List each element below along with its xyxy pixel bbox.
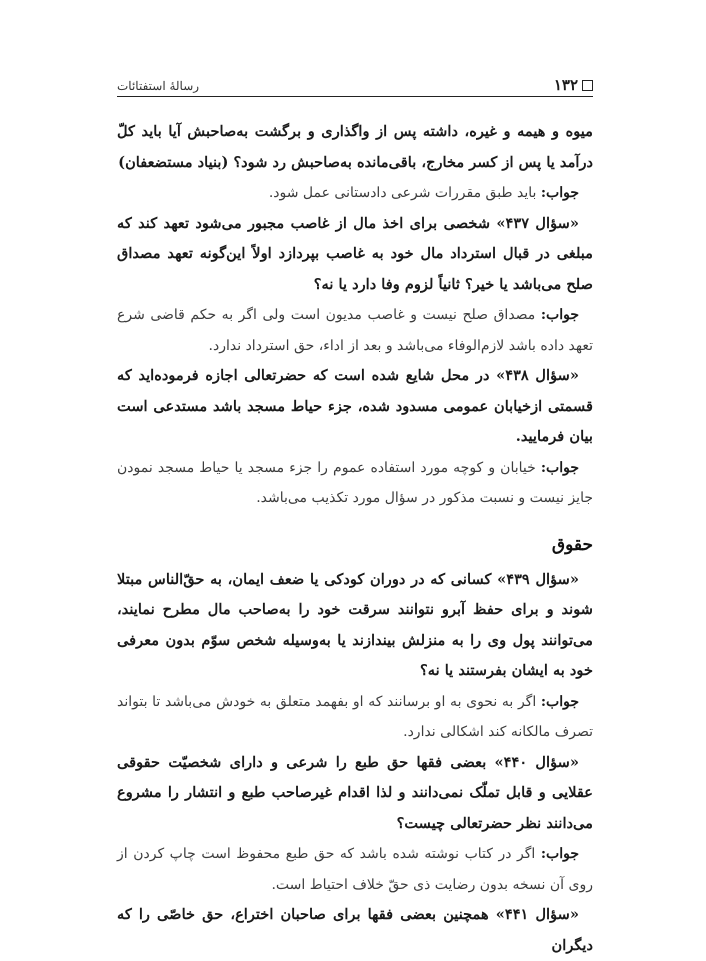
question-paragraph: «سؤال ۴۳۷» شخصی برای اخذ مال از غاصب مجبور می‌شود تعهد کند که مبلغی در قبال استرداد مال خود به غاصب بپردازد اولاً این‌گونه تعهد مصداق صلح می‌باشد یا خیر؟ ثانیاً لزوم وفا دارد یا نه؟	[117, 214, 593, 293]
question-paragraph: «سؤال ۴۳۸» در محل شایع شده است که حضرتعالی اجازه فرموده‌اید که قسمتی ازخیابان عمومی مسدود شده، جزء حیاط مسجد باشد مستدعی است بیان فرمایید.	[117, 367, 593, 445]
answer-label: جواب:	[540, 307, 579, 323]
page-number-text: ۱۳۲	[553, 76, 578, 94]
answer-paragraph	[117, 687, 593, 748]
answer-paragraph	[117, 839, 593, 900]
answer-paragraph	[117, 300, 593, 361]
running-title: رسالهٔ استفتائات	[117, 79, 200, 93]
answer-text: باید طبق مقررات شرعی دادستانی عمل شود.	[268, 185, 541, 201]
body-text	[117, 117, 593, 961]
answer-label: جواب:	[540, 459, 579, 476]
question-paragraph: «سؤال ۴۴۱» همچنین بعضی فقها برای صاحبان اختراع، حق خاصّی را که دیگران	[117, 906, 593, 954]
answer-label: جواب:	[540, 185, 579, 201]
square-bullet-icon	[582, 80, 593, 91]
page-header	[117, 66, 593, 97]
question-paragraph: «سؤال ۴۳۹» کسانی که در دوران کودکی یا ضعف ایمان، به حقّ‌الناس مبتلا شوند و برای حفظ آبرو نتوانند سرقت خود را به‌صاحب مال مطرح نمایند، می‌توانند پول وی را به منزلش بیندازند یا به‌وسیله شخص سوّم بدون معرفی خود به ایشان بفرستند یا نه؟	[117, 570, 593, 679]
question-paragraph: «سؤال ۴۴۰» بعضی فقها حق طبع را شرعی و دارای شخصیّت حقوقی عقلایی و قابل تملّک نمی‌دانند و لذا اقدام غیرصاحب طبع و انتشار را مشروع می‌دانند نظر حضرتعالی چیست؟	[117, 753, 593, 832]
answer-label: جواب:	[540, 693, 579, 710]
page-number	[554, 76, 593, 94]
answer-text: خیابان و کوچه مورد استفاده عموم را جزء مسجد یا حیاط مسجد نمودن جایز نیست و نسبت مذکور در سؤال مورد تکذیب می‌باشد.	[117, 459, 593, 506]
question-paragraph: میوه و هیمه و غیره، داشته پس از واگذاری و برگشت به‌صاحبش آیا باید کلّ درآمد یا پس از کسر مخارج، باقی‌مانده به‌صاحبش رد شود؟ (بنیاد مستضعفان)	[117, 123, 593, 171]
answer-paragraph	[117, 453, 593, 514]
answer-text: اگر در کتاب نوشته شده باشد که حق طبع محفوظ است چاپ کردن از روی آن نسخه بدون رضایت ذی حقّ خلاف احتیاط است.	[117, 846, 593, 893]
answer-text: مصداق صلح نیست و غاصب مدیون است ولی اگر به حکم قاضی شرع تعهد داده باشد لازم‌الوفاء می‌باشد و بعد از اداء، حق استرداد ندارد.	[117, 307, 593, 354]
answer-text: اگر به نحوی به او برسانند که او بفهمد متعلق به خودش می‌باشد تا بتواند تصرف مالکانه کند اشکالی ندارد.	[117, 693, 593, 740]
answer-label: جواب:	[540, 846, 580, 862]
section-heading: حقوق	[551, 534, 593, 555]
answer-paragraph	[117, 178, 593, 209]
